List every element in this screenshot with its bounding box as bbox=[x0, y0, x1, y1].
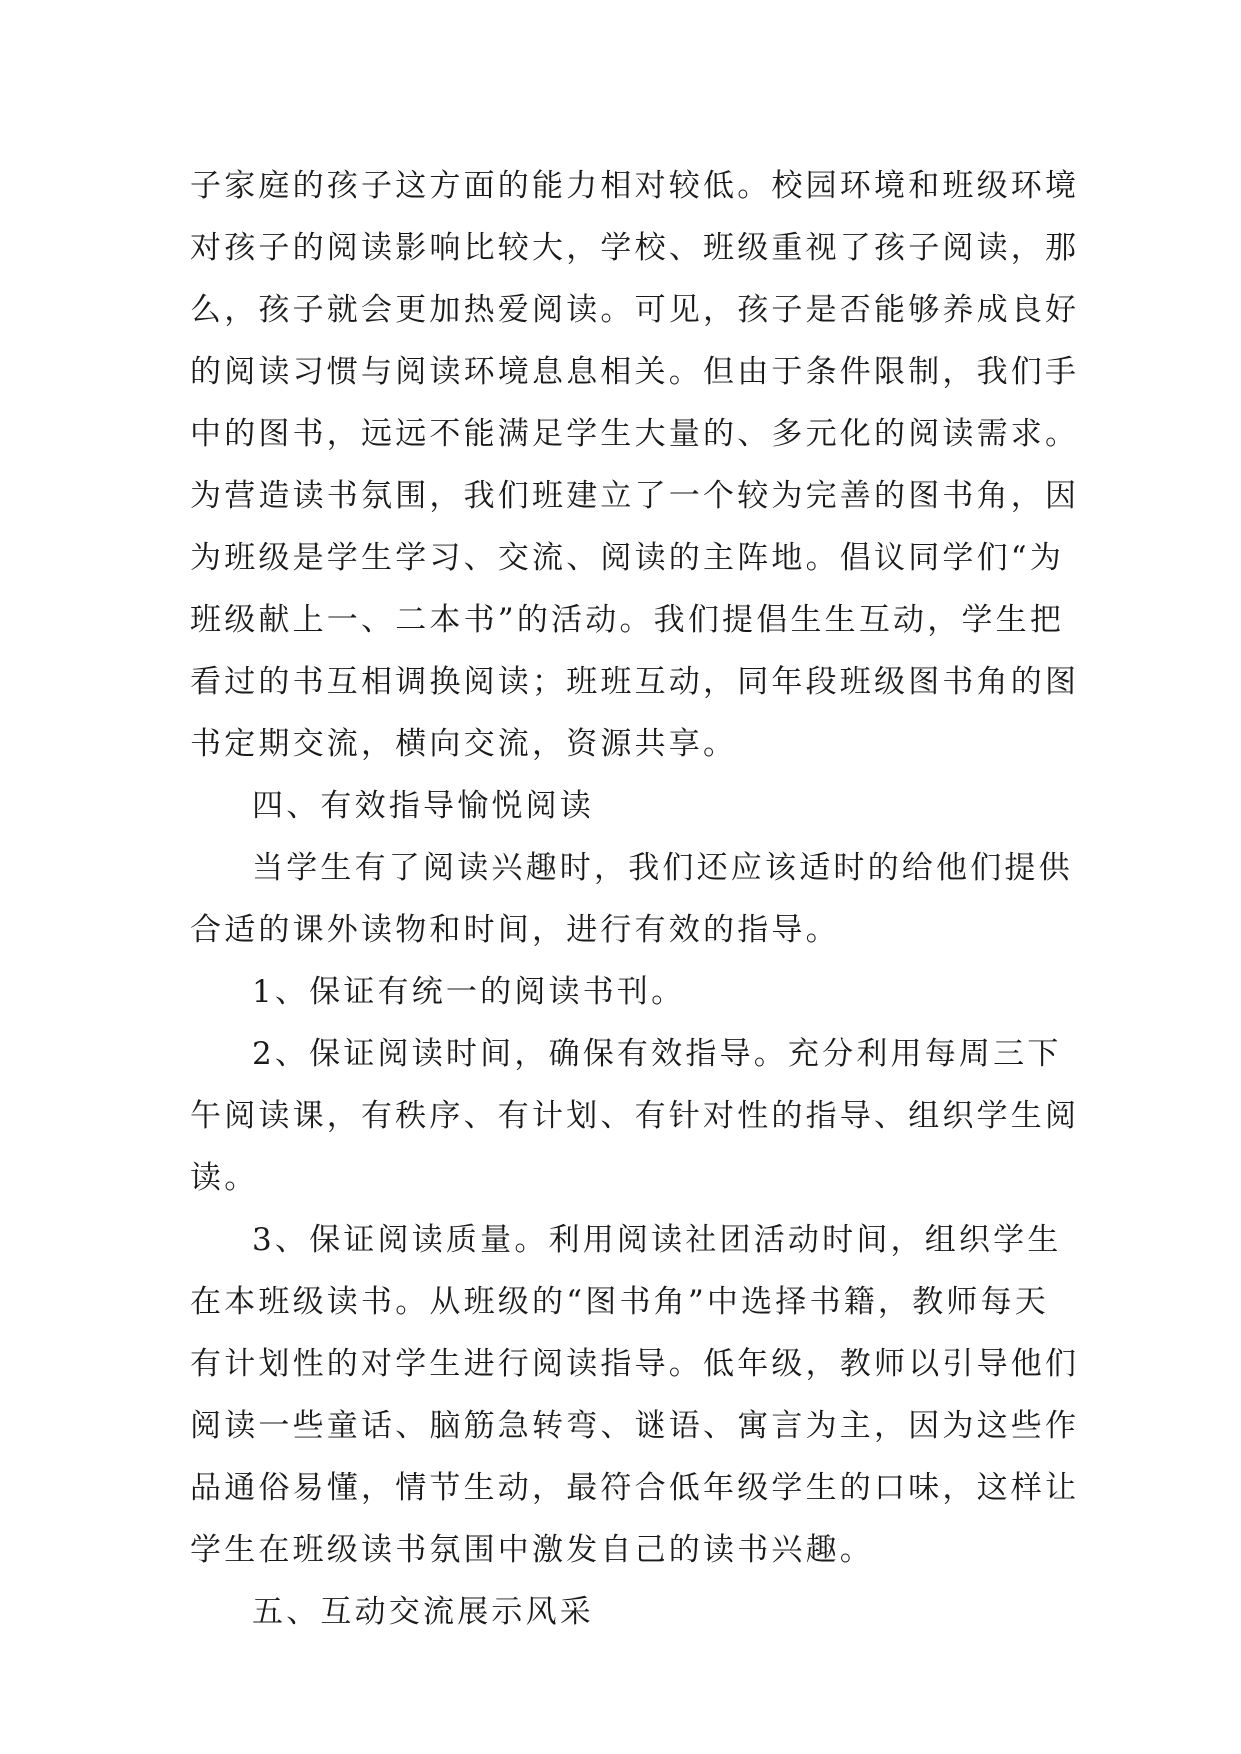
text-line: 品通俗易懂，情节生动，最符合低年级学生的口味，这样让 bbox=[190, 1470, 1080, 1506]
text-line: 3、保证阅读质量。利用阅读社团活动时间，组织学生 bbox=[252, 1222, 1062, 1258]
text-line: 在本班级读书。从班级的“图书角”中选择书籍，教师每天 bbox=[190, 1284, 1049, 1320]
text-line: 中的图书，远远不能满足学生大量的、多元化的阅读需求。 bbox=[190, 416, 1080, 452]
text-line: 看过的书互相调换阅读；班班互动，同年段班级图书角的图 bbox=[190, 664, 1080, 700]
text-line: 午阅读课，有秩序、有计划、有针对性的指导、组织学生阅 bbox=[190, 1098, 1080, 1134]
text-line: 对孩子的阅读影响比较大，学校、班级重视了孩子阅读，那 bbox=[190, 230, 1080, 266]
text-line: 有计划性的对学生进行阅读指导。低年级，教师以引导他们 bbox=[190, 1346, 1080, 1382]
text-line: 为营造读书氛围，我们班建立了一个较为完善的图书角，因 bbox=[190, 478, 1080, 514]
text-line: 子家庭的孩子这方面的能力相对较低。校园环境和班级环境 bbox=[190, 168, 1080, 204]
text-line: 合适的课外读物和时间，进行有效的指导。 bbox=[190, 912, 840, 948]
text-line: 学生在班级读书氛围中激发自己的读书兴趣。 bbox=[190, 1532, 874, 1568]
text-line: 2、保证阅读时间，确保有效指导。充分利用每周三下 bbox=[252, 1036, 1062, 1072]
text-line: 么，孩子就会更加热爱阅读。可见，孩子是否能够养成良好 bbox=[190, 292, 1080, 328]
text-line: 四、有效指导愉悦阅读 bbox=[252, 788, 594, 824]
text-line: 为班级是学生学习、交流、阅读的主阵地。倡议同学们“为 bbox=[190, 540, 1065, 576]
text-line: 阅读一些童话、脑筋急转弯、谜语、寓言为主，因为这些作 bbox=[190, 1408, 1080, 1444]
text-line: 五、互动交流展示风采 bbox=[252, 1594, 594, 1630]
text-line: 读。 bbox=[190, 1160, 259, 1196]
text-line: 书定期交流，横向交流，资源共享。 bbox=[190, 726, 738, 762]
document-body bbox=[190, 155, 1080, 1643]
text-line: 的阅读习惯与阅读环境息息相关。但由于条件限制，我们手 bbox=[190, 354, 1080, 390]
text-line: 班级献上一、二本书”的活动。我们提倡生生互动，学生把 bbox=[190, 602, 1065, 638]
text-line: 当学生有了阅读兴趣时，我们还应该适时的给他们提供 bbox=[252, 850, 1073, 886]
text-line: 1、保证有统一的阅读书刊。 bbox=[252, 974, 686, 1010]
